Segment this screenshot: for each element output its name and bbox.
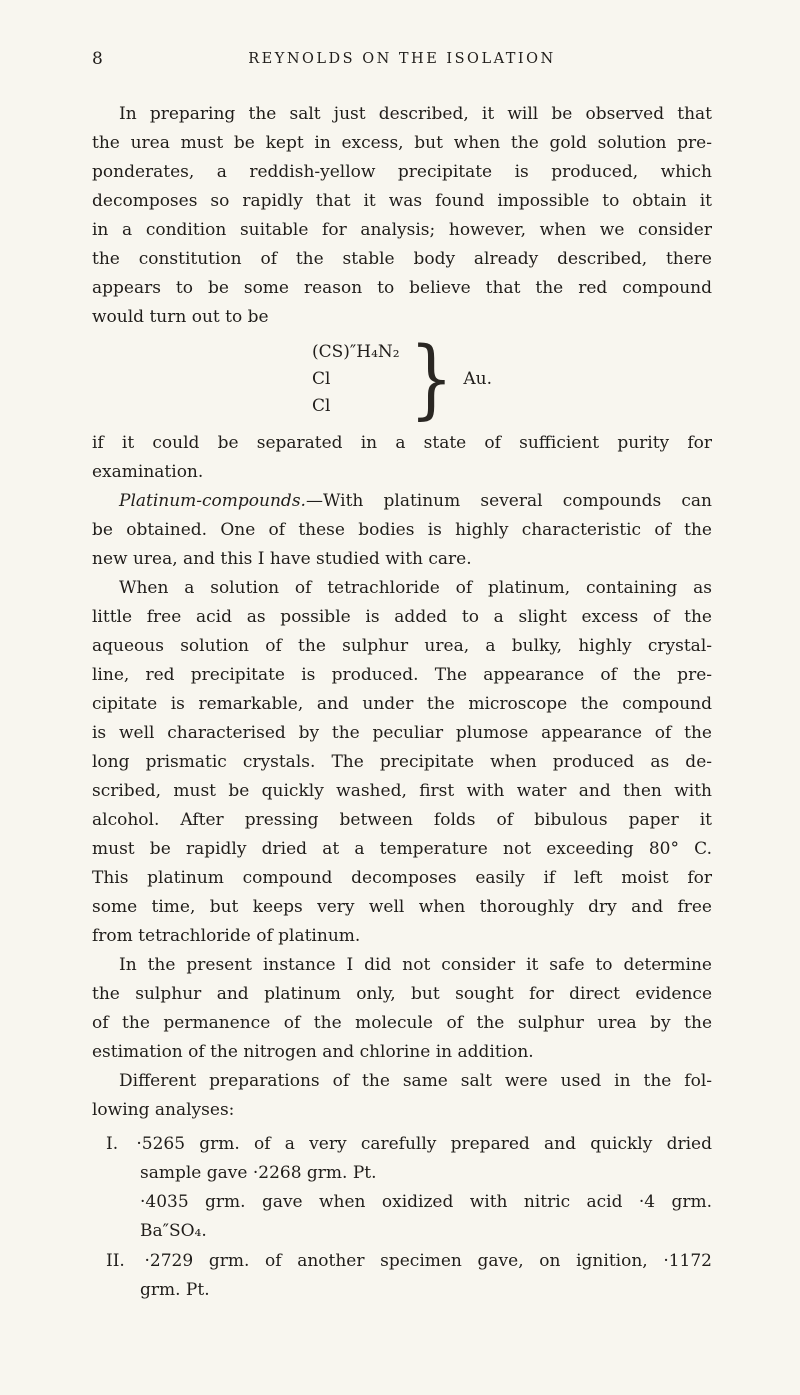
text-line: In the present instance I did not consider it safe to determine [119, 955, 712, 975]
text-line: would turn out to be [92, 307, 269, 327]
paragraph-gold-salt [92, 100, 712, 332]
running-head: REYNOLDS ON THE ISOLATION [248, 51, 556, 67]
paragraph-analysis-rationale [92, 951, 712, 1067]
text-line: Ba″SO₄. [140, 1221, 207, 1241]
page-body [92, 100, 712, 1305]
analysis-item-1 [92, 1130, 712, 1246]
text-line: the constitution of the stable body already described, there [92, 249, 712, 269]
text-line: examination. [92, 462, 204, 482]
text-line: ·4035 grm. gave when oxidized with nitric acid ·4 grm. [140, 1192, 712, 1212]
text-line: some time, but keeps very well when thoroughly dry and free [92, 897, 712, 917]
text-line: the urea must be kept in excess, but when the gold solution pre- [92, 133, 712, 153]
text-line: be obtained. One of these bodies is highly characteristic of the [92, 520, 712, 540]
formula-component-chlorine-1: Cl [312, 369, 331, 389]
formula-component-chlorine-2: Cl [312, 396, 331, 416]
section-lead-italic: Platinum-compounds. [119, 491, 306, 511]
text-line: aqueous solution of the sulphur urea, a bulky, highly crystal- [92, 636, 712, 656]
formula-brace: } [409, 328, 453, 429]
text-line: sample gave ·2268 grm. Pt. [140, 1163, 377, 1183]
text-line: scribed, must be quickly washed, first with water and then with [92, 781, 712, 801]
text-line: II. ·2729 grm. of another specimen gave, on ignition, ·1172 [106, 1251, 712, 1271]
text-line: I. ·5265 grm. of a very carefully prepared and quickly dried [106, 1134, 712, 1154]
text-line [92, 487, 712, 516]
text-line: estimation of the nitrogen and chlorine in addition. [92, 1042, 534, 1062]
text-line: is well characterised by the peculiar plumose appearance of the [92, 723, 712, 743]
text-line: ponderates, a reddish-yellow precipitate is produced, which [92, 162, 712, 182]
text-line: in a condition suitable for analysis; however, when we consider [92, 220, 712, 240]
text-line: new urea, and this I have studied with care. [92, 549, 472, 569]
text-line: Different preparations of the same salt were used in the fol- [119, 1071, 712, 1091]
analysis-item-2 [92, 1247, 712, 1305]
page-header [92, 48, 712, 80]
formula-components [312, 339, 400, 420]
text-line: must be rapidly dried at a temperature not exceeding 80° C. [92, 839, 712, 859]
text-line: lowing analyses: [92, 1100, 235, 1120]
text-line: long prismatic crystals. The precipitate when produced as de- [92, 752, 712, 772]
text-line: if it could be separated in a state of sufficient purity for [92, 433, 712, 453]
paragraph-platinum-compounds [92, 487, 712, 574]
text-line: In preparing the salt just described, it will be observed that [119, 104, 712, 124]
text-line: of the permanence of the molecule of the sulphur urea by the [92, 1013, 712, 1033]
text-line: grm. Pt. [140, 1280, 210, 1300]
analysis-item-label: II. [106, 1251, 141, 1271]
text-line: from tetrachloride of platinum. [92, 926, 361, 946]
formula-component-thiourea: (CS)″H₄N₂ [312, 342, 400, 362]
page-number: 8 [92, 49, 103, 69]
analysis-item-label: I. [106, 1134, 133, 1154]
analyses-list [92, 1130, 712, 1305]
text-line: line, red precipitate is produced. The appearance of the pre- [92, 665, 712, 685]
paragraph-precipitate-description [92, 574, 712, 951]
text-line: the sulphur and platinum only, but sought for direct evidence [92, 984, 712, 1004]
text-line: This platinum compound decomposes easily if left moist for [92, 868, 712, 888]
paragraph-analyses-intro [92, 1067, 712, 1125]
text-line: cipitate is remarkable, and under the microscope the compound [92, 694, 712, 714]
formula-gold-symbol: Au. [463, 369, 492, 389]
line-rest: —With platinum several compounds can [305, 491, 712, 511]
text-line: alcohol. After pressing between folds of bibulous paper it [92, 810, 712, 830]
text-line: When a solution of tetrachloride of platinum, containing as [119, 578, 712, 598]
paragraph-continuation [92, 429, 712, 487]
text-line: little free acid as possible is added to a slight excess of the [92, 607, 712, 627]
text-line: decomposes so rapidly that it was found impossible to obtain it [92, 191, 712, 211]
text-line: appears to be some reason to believe that the red compound [92, 278, 712, 298]
chemical-formula [92, 328, 712, 429]
